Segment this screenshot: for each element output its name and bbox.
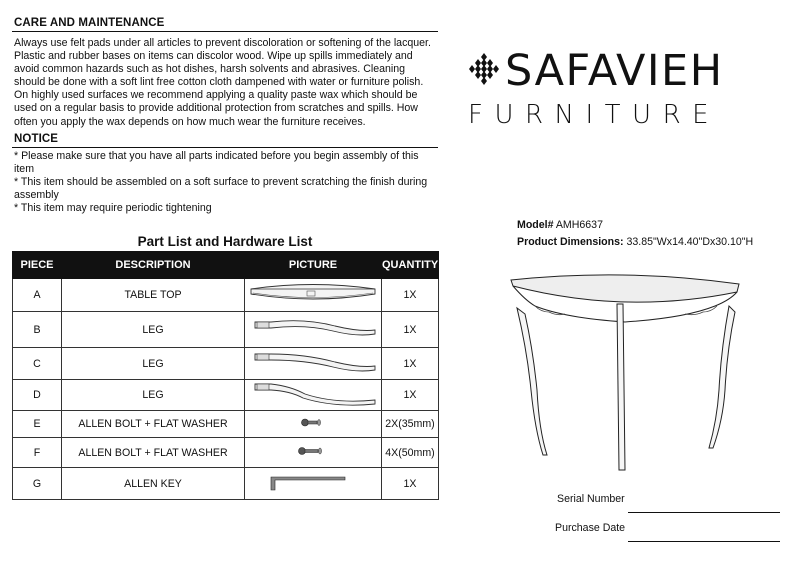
header-piece: PIECE	[13, 252, 62, 279]
serial-number-line[interactable]	[628, 512, 780, 513]
picture-cell	[245, 468, 382, 500]
parts-list-title: Part List and Hardware List	[137, 234, 313, 249]
description-cell: ALLEN BOLT + FLAT WASHER	[62, 411, 245, 438]
notice-line: * This item may require periodic tightening	[14, 202, 212, 215]
bolt-icon	[245, 438, 381, 464]
picture-cell	[245, 279, 382, 312]
serial-number-label: Serial Number	[557, 493, 625, 505]
table-top-icon	[245, 279, 381, 308]
piece-cell: D	[13, 380, 62, 411]
quantity-cell: 4X(50mm)	[382, 438, 439, 468]
dimensions-label: Product Dimensions:	[517, 236, 624, 248]
notice-title-rule	[12, 147, 438, 148]
piece-cell: G	[13, 468, 62, 500]
table-row	[13, 380, 439, 411]
care-title: CARE AND MAINTENANCE	[14, 17, 165, 29]
model-label: Model#	[517, 219, 554, 231]
safavieh-logo-icon	[464, 52, 504, 86]
purchase-date-line[interactable]	[628, 541, 780, 542]
quantity-cell: 1X	[382, 380, 439, 411]
care-line: Plastic and rubber bases on items can discolor wood. Wipe up spills immediately and	[14, 50, 413, 63]
parts-header-row	[13, 252, 439, 279]
piece-cell: F	[13, 438, 62, 468]
notice-text	[14, 150, 444, 215]
quantity-cell: 2X(35mm)	[382, 411, 439, 438]
piece-cell: E	[13, 411, 62, 438]
notice-line: assembly	[14, 189, 59, 202]
notice-line: item	[14, 163, 35, 176]
quantity-cell: 1X	[382, 312, 439, 348]
table-row	[13, 411, 439, 438]
description-cell: ALLEN KEY	[62, 468, 245, 500]
leg-icon	[245, 380, 381, 407]
description-cell: ALLEN BOLT + FLAT WASHER	[62, 438, 245, 468]
piece-cell: C	[13, 348, 62, 380]
picture-cell	[245, 411, 382, 438]
picture-cell	[245, 312, 382, 348]
purchase-date-label: Purchase Date	[555, 522, 626, 534]
table-row	[13, 279, 439, 312]
care-line: On highly used surfaces we recommend applying a quality paste wax which should be	[14, 89, 418, 102]
table-row	[13, 468, 439, 500]
quantity-cell: 1X	[382, 348, 439, 380]
quantity-cell: 1X	[382, 468, 439, 500]
picture-cell	[245, 348, 382, 380]
piece-cell: B	[13, 312, 62, 348]
header-quantity: QUANTITY	[382, 252, 439, 279]
piece-cell: A	[13, 279, 62, 312]
care-line: used on a regular basis to provide additional protection from scratches and spills. How	[14, 102, 418, 115]
picture-cell	[245, 380, 382, 411]
care-line: should be done with a soft lint free cotton cloth dampened with water or furniture polish.	[14, 76, 424, 89]
console-table-illustration	[505, 270, 745, 475]
notice-line: * Please make sure that you have all parts indicated before you begin assembly of this	[14, 150, 419, 162]
description-cell: LEG	[62, 380, 245, 411]
header-description: DESCRIPTION	[62, 252, 245, 279]
care-text	[14, 37, 444, 129]
description-cell: LEG	[62, 348, 245, 380]
notice-line: * This item should be assembled on a soft surface to prevent scratching the finish during	[14, 176, 428, 189]
brand-subtitle: FURNITURE	[468, 100, 721, 130]
table-row	[13, 312, 439, 348]
table-row	[13, 438, 439, 468]
allen-key-icon	[245, 468, 381, 496]
description-cell: LEG	[62, 312, 245, 348]
leg-icon	[245, 312, 381, 344]
dimensions-info	[517, 236, 753, 248]
description-cell: TABLE TOP	[62, 279, 245, 312]
care-line: often you apply the wax depends on how much wear the furniture receives.	[14, 115, 366, 128]
model-value: AMH6637	[555, 219, 603, 231]
care-title-rule	[12, 31, 438, 32]
care-line: Always use felt pads under all articles to prevent discoloration or softening of the lacquer.	[14, 37, 431, 49]
care-line: avoid common hazards such as hot dishes, harsh solvents and abrasives. Cleaning	[14, 63, 406, 76]
picture-cell	[245, 438, 382, 468]
leg-icon	[245, 348, 381, 376]
parts-table	[12, 251, 439, 500]
model-info	[517, 219, 603, 231]
quantity-cell: 1X	[382, 279, 439, 312]
bolt-icon	[245, 411, 381, 434]
header-picture: PICTURE	[245, 252, 382, 279]
table-row	[13, 348, 439, 380]
brand-name: SAFAVIEH	[505, 46, 724, 96]
dimensions-value: 33.85"Wx14.40"Dx30.10"H	[626, 236, 754, 248]
notice-title: NOTICE	[14, 133, 59, 145]
